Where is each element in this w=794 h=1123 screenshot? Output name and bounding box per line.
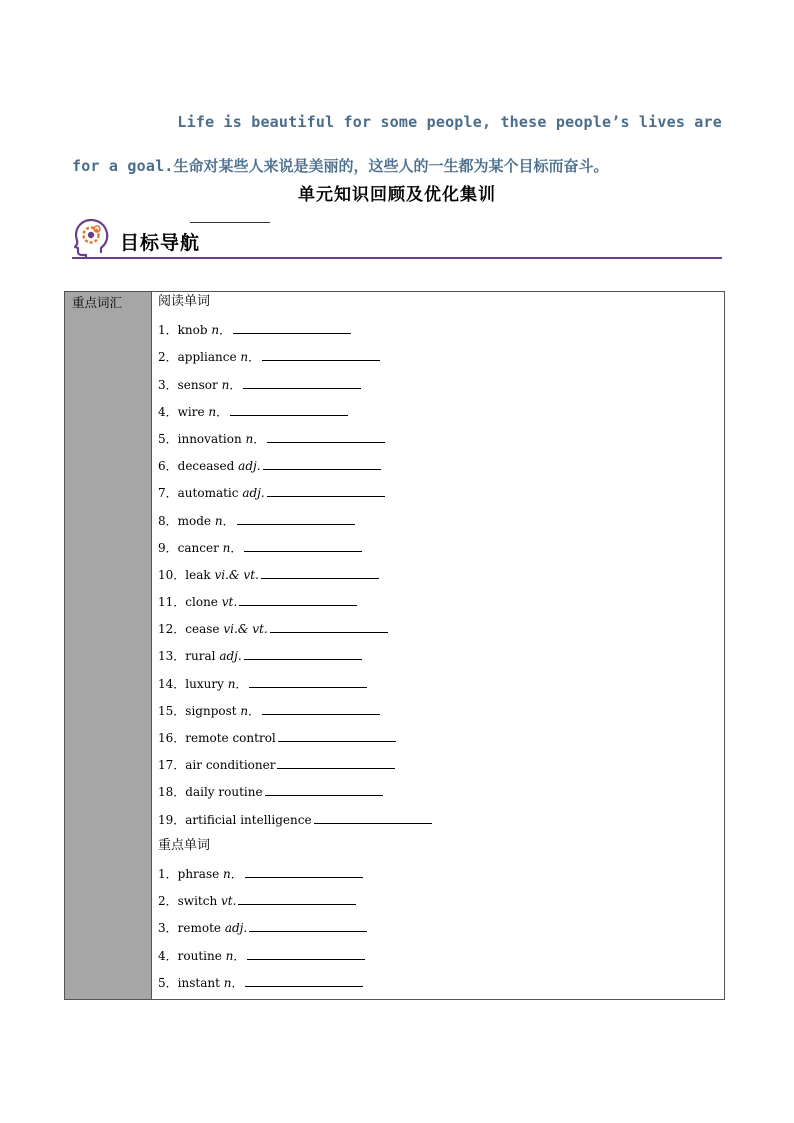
vocab-item <box>158 673 724 700</box>
item-number: 5． <box>158 975 178 990</box>
item-pos: n <box>221 377 230 392</box>
answer-blank[interactable] <box>230 401 348 416</box>
item-word: artificial intelligence <box>185 812 312 827</box>
item-word: signpost <box>185 703 237 718</box>
decorative-line <box>190 222 270 223</box>
vocab-item <box>158 319 724 346</box>
item-word: wire <box>177 404 205 419</box>
vocab-item <box>158 727 724 754</box>
vocab-item <box>158 564 724 591</box>
item-word: innovation <box>177 431 242 446</box>
vocab-item <box>158 428 724 455</box>
item-word: air conditioner <box>185 758 276 773</box>
item-suffix: ． <box>219 323 232 338</box>
answer-blank[interactable] <box>249 673 367 688</box>
item-number: 4． <box>158 948 178 963</box>
item-number: 18． <box>158 785 186 800</box>
answer-blank[interactable] <box>243 374 361 389</box>
answer-blank[interactable] <box>238 890 356 905</box>
item-word: appliance <box>177 350 237 365</box>
vocab-item <box>158 809 724 836</box>
item-word: remote <box>177 921 222 936</box>
item-suffix: ． <box>233 948 246 963</box>
answer-blank[interactable] <box>245 972 363 987</box>
item-word: remote control <box>185 731 276 745</box>
item-pos: n <box>223 975 232 990</box>
group-heading: 重点单词 <box>158 837 211 853</box>
item-number: 8． <box>158 513 178 528</box>
category-cell: 重点词汇 <box>65 292 152 999</box>
item-word: cancer <box>177 540 219 555</box>
vocab-item <box>158 482 724 509</box>
item-word: sensor <box>177 377 218 392</box>
item-pos: n <box>211 323 220 338</box>
item-word: switch <box>177 894 218 909</box>
answer-blank[interactable] <box>267 428 385 443</box>
item-word: rural <box>185 649 216 664</box>
item-suffix: ． <box>235 676 248 691</box>
vocab-item <box>158 781 724 808</box>
item-word: clone <box>185 595 218 610</box>
answer-blank[interactable] <box>249 917 367 932</box>
item-number: 19． <box>158 812 186 827</box>
item-number: 17． <box>158 758 186 773</box>
answer-blank[interactable] <box>244 645 362 660</box>
answer-blank[interactable] <box>263 455 381 470</box>
vocab-item <box>158 754 724 781</box>
answer-blank[interactable] <box>239 591 357 606</box>
vocab-item <box>158 401 724 428</box>
answer-blank[interactable] <box>245 863 363 878</box>
item-pos: n <box>240 703 249 718</box>
answer-blank[interactable] <box>237 510 355 525</box>
vocabulary-table <box>64 291 725 1000</box>
item-pos: n <box>222 540 231 555</box>
item-word: luxury <box>185 676 224 691</box>
item-suffix: ． <box>248 350 261 365</box>
item-pos: adj. <box>242 486 265 501</box>
item-number: 6． <box>158 459 178 474</box>
item-number: 3． <box>158 377 178 392</box>
vocab-item <box>158 591 724 618</box>
vocab-item <box>158 645 724 672</box>
section-title: 目标导航 <box>120 232 201 254</box>
answer-blank[interactable] <box>262 346 380 361</box>
page-title: 单元知识回顾及优化集训 <box>298 185 496 205</box>
item-word: deceased <box>177 459 235 474</box>
vocab-item <box>158 510 724 537</box>
item-number: 14． <box>158 676 186 691</box>
item-word: daily routine <box>185 785 263 800</box>
item-word: routine <box>177 948 222 963</box>
vocabulary-list <box>152 292 724 999</box>
item-word: cease <box>185 622 220 637</box>
item-suffix: ． <box>248 703 261 718</box>
item-pos: adj. <box>219 649 242 664</box>
item-word: leak <box>185 567 211 582</box>
item-number: 11． <box>158 595 186 610</box>
item-number: 2． <box>158 350 178 365</box>
head-gears-icon <box>74 218 110 258</box>
answer-blank[interactable] <box>261 564 379 579</box>
item-pos: vi.& vt. <box>214 567 259 582</box>
item-pos: n <box>208 404 217 419</box>
vocab-item <box>158 890 724 917</box>
motto-line-2-cn: 生命对某些人来说是美丽的，这些人的一生都为某个目标而奋斗。 <box>173 157 609 175</box>
answer-blank[interactable] <box>277 754 395 769</box>
answer-blank[interactable] <box>265 781 383 796</box>
item-pos: n <box>240 350 249 365</box>
answer-blank[interactable] <box>314 809 432 824</box>
item-word: automatic <box>177 486 239 501</box>
item-suffix: ． <box>253 431 266 446</box>
item-number: 2． <box>158 894 178 909</box>
vocab-item <box>158 945 724 972</box>
item-pos: vt. <box>221 894 237 909</box>
item-suffix: ． <box>229 377 242 392</box>
vocab-item <box>158 972 724 999</box>
item-number: 16． <box>158 731 186 745</box>
item-suffix: ． <box>231 975 244 990</box>
answer-blank[interactable] <box>233 319 351 334</box>
vocab-item <box>158 346 724 373</box>
item-suffix: ． <box>222 513 235 528</box>
vocab-item <box>158 618 724 645</box>
item-word: instant <box>177 975 220 990</box>
answer-blank[interactable] <box>278 727 396 742</box>
item-word: mode <box>177 513 212 528</box>
item-number: 15． <box>158 703 186 718</box>
item-suffix: ． <box>230 540 243 555</box>
item-pos: n <box>223 866 231 881</box>
section-rule <box>72 257 722 259</box>
item-pos: vt. <box>221 595 238 610</box>
item-pos: n <box>227 676 236 691</box>
item-pos: n <box>225 948 234 963</box>
answer-blank[interactable] <box>247 945 365 960</box>
section-header <box>72 216 722 260</box>
item-number: 3． <box>158 921 178 936</box>
item-number: 1． <box>158 866 178 881</box>
answer-blank[interactable] <box>270 618 388 633</box>
item-number: 10． <box>158 567 186 582</box>
item-number: 4． <box>158 404 178 419</box>
answer-blank[interactable] <box>244 537 362 552</box>
vocab-item <box>158 537 724 564</box>
vocab-item <box>158 863 724 890</box>
motto-line-1: Life is beautiful for some people, these people’s lives are <box>177 113 722 131</box>
motto <box>72 100 722 188</box>
vocab-item <box>158 700 724 727</box>
vocab-item <box>158 917 724 944</box>
answer-blank[interactable] <box>267 482 385 497</box>
item-suffix: ． <box>230 866 243 881</box>
item-number: 13． <box>158 649 186 664</box>
item-word: phrase <box>177 866 220 881</box>
item-number: 9． <box>158 540 178 555</box>
item-pos: n <box>245 431 254 446</box>
item-number: 5． <box>158 431 178 446</box>
item-suffix: ． <box>216 404 229 419</box>
vocab-item <box>158 374 724 401</box>
item-number: 1． <box>158 323 178 338</box>
answer-blank[interactable] <box>262 700 380 715</box>
item-pos: n <box>214 513 223 528</box>
item-pos: adj. <box>224 921 248 936</box>
vocab-item <box>158 455 724 482</box>
item-number: 7． <box>158 486 178 501</box>
item-word: knob <box>177 323 208 338</box>
item-pos: vi.& vt. <box>223 622 268 637</box>
item-number: 12． <box>158 622 186 637</box>
motto-line-2-en: for a goal. <box>72 157 174 175</box>
group-heading: 阅读单词 <box>158 294 211 309</box>
item-pos: adj. <box>238 459 261 474</box>
